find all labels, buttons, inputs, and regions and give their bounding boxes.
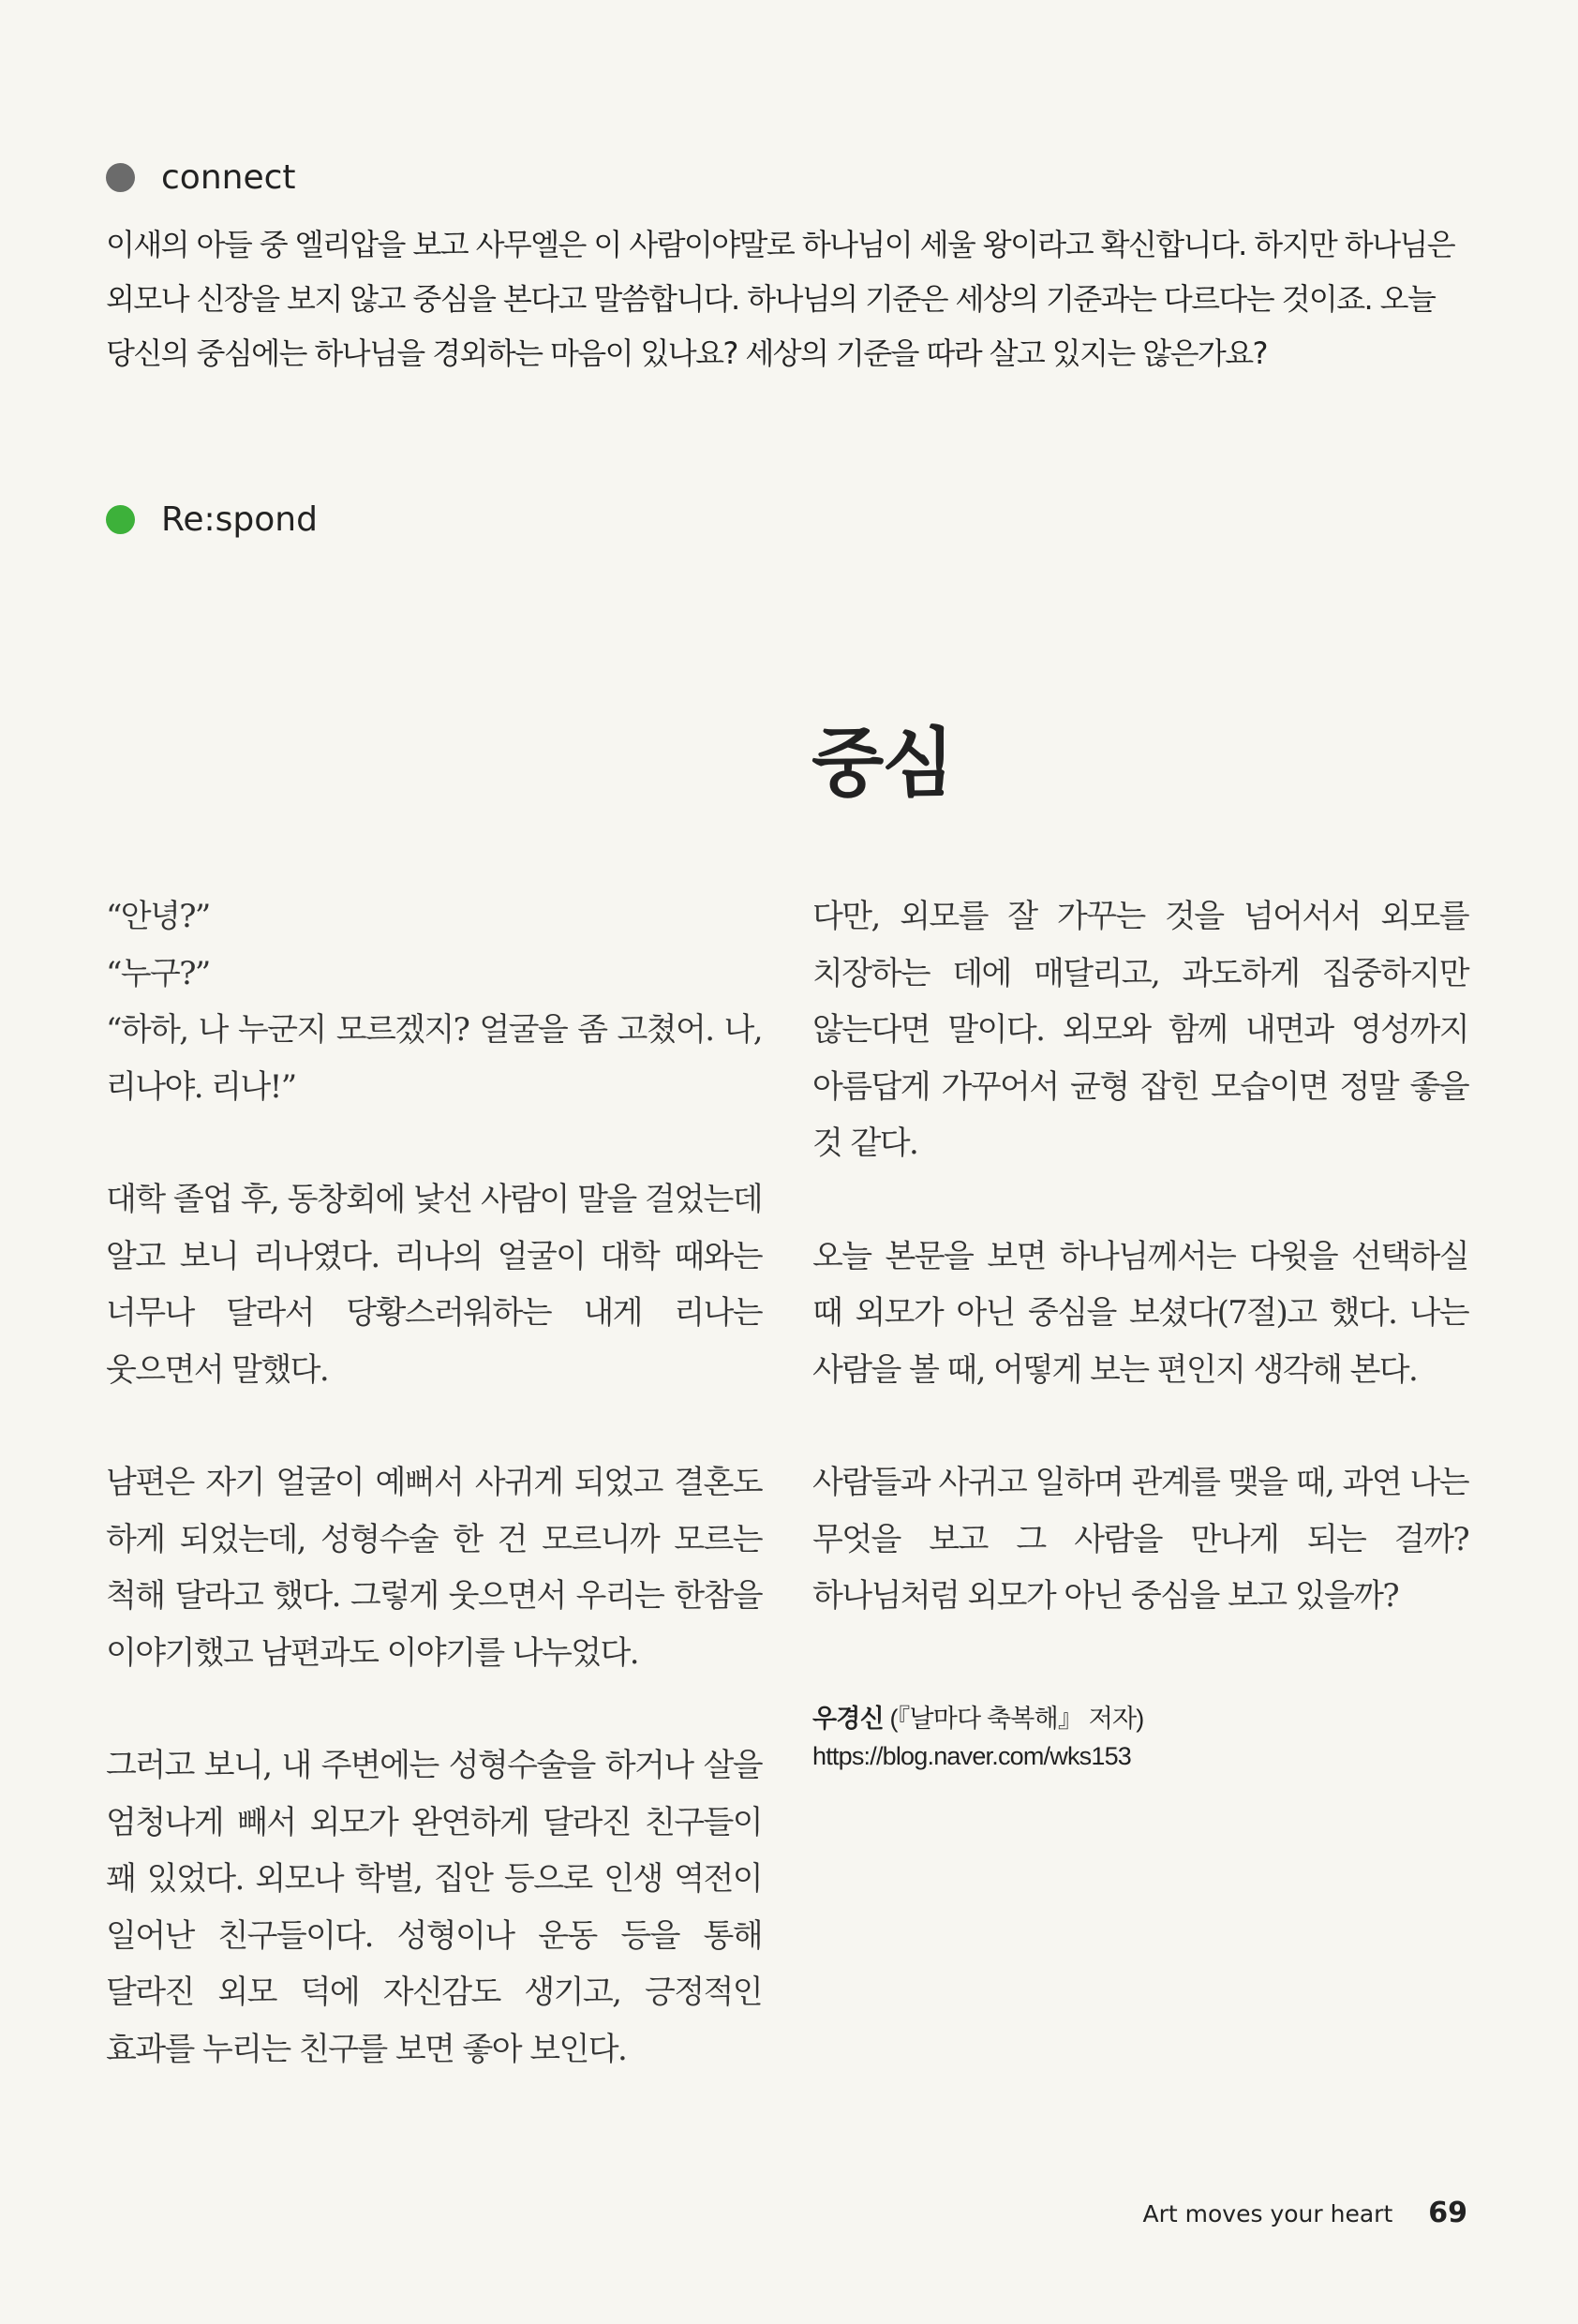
article-paragraph: 사람들과 사귀고 일하며 관계를 맺을 때, 과연 나는 무엇을 보고 그 사람을 만나게 되는 걸까? 하나님처럼 외모가 아닌 중심을 보고 있을까? bbox=[812, 1464, 1468, 1615]
article-paragraph: 그러고 보니, 내 주변에는 성형수술을 하거나 살을 엄청나게 빼서 외모가 완연하게 달라진 친구들이 꽤 있었다. 외모나 학벌, 집안 등으로 인생 역전이 일어난 친구들이다. 성형이나 운동 등을 통해 달라진 외모 덕에 자신감도 생기고, 긍정적인 효과를 누리는 친구를 보면 좋아 보인다. bbox=[106, 1747, 762, 2068]
respond-bullet-icon bbox=[106, 505, 135, 534]
article-paragraph: 남편은 자기 얼굴이 예뻐서 사귀게 되었고 결혼도 하게 되었는데, 성형수술 한 건 모르니까 모르는 척해 달라고 했다. 그렇게 웃으면서 우리는 한참을 이야기했고 남편과도 이야기를 나누었다. bbox=[106, 1464, 762, 1672]
article-paragraph bbox=[106, 888, 762, 1115]
article-right-column bbox=[812, 888, 1468, 1681]
article-paragraph: 오늘 본문을 보면 하나님께서는 다윗을 선택하실 때 외모가 아닌 중심을 보셨다(7절)고 했다. 나는 사람을 볼 때, 어떻게 보는 편인지 생각해 본다. bbox=[812, 1237, 1468, 1389]
respond-heading bbox=[106, 500, 318, 539]
article-title: 중심 bbox=[811, 719, 953, 807]
page-footer bbox=[1143, 2197, 1467, 2229]
connect-paragraph: 이새의 아들 중 엘리압을 보고 사무엘은 이 사람이야말로 하나님이 세울 왕이라고 확신합니다. 하지만 하나님은 외모나 신장을 보지 않고 중심을 본다고 말씀합니다. 하나님의 기준은 세상의 기준과는 다르다는 것이죠. 오늘 당신의 중심에는 하나님을 경외하는 마음이 있나요? 세상의 기준을 따라 살고 있지는 않은가요? bbox=[106, 227, 1455, 371]
footer-tagline: Art moves your heart bbox=[1142, 2200, 1393, 2227]
author-name: 우경신 bbox=[812, 1705, 884, 1733]
dialogue-line: “누구?” bbox=[106, 954, 210, 992]
author-url[interactable]: https://blog.naver.com/wks153 bbox=[812, 1742, 1131, 1770]
dialogue-line: “안녕?” bbox=[106, 898, 210, 935]
author-info bbox=[812, 1700, 1144, 1775]
author-credit: (『날마다 축복해』 저자) bbox=[883, 1705, 1144, 1733]
article-paragraph: 다만, 외모를 잘 가꾸는 것을 넘어서서 외모를 치장하는 데에 매달리고, 과도하게 집중하지만 않는다면 말이다. 외모와 함께 내면과 영성까지 아름답게 가꾸어서 균형 잡힌 모습이면 정말 좋을 것 같다. bbox=[812, 898, 1468, 1162]
connect-heading bbox=[106, 158, 296, 197]
connect-heading-label: connect bbox=[161, 158, 296, 197]
page-number: 69 bbox=[1428, 2197, 1467, 2229]
article-paragraph: 대학 졸업 후, 동창회에 낯선 사람이 말을 걸었는데 알고 보니 리나였다. 리나의 얼굴이 대학 때와는 너무나 달라서 당황스러워하는 내게 리나는 웃으면서 말했다. bbox=[106, 1181, 762, 1389]
respond-heading-label: Re:spond bbox=[161, 500, 318, 539]
article-left-column bbox=[106, 888, 762, 2134]
dialogue-line: “하하, 나 누군지 모르겠지? 얼굴을 좀 고쳤어. 나, 리나야. 리나!” bbox=[106, 1011, 762, 1106]
author-line bbox=[812, 1700, 1144, 1737]
connect-bullet-icon bbox=[106, 163, 135, 192]
